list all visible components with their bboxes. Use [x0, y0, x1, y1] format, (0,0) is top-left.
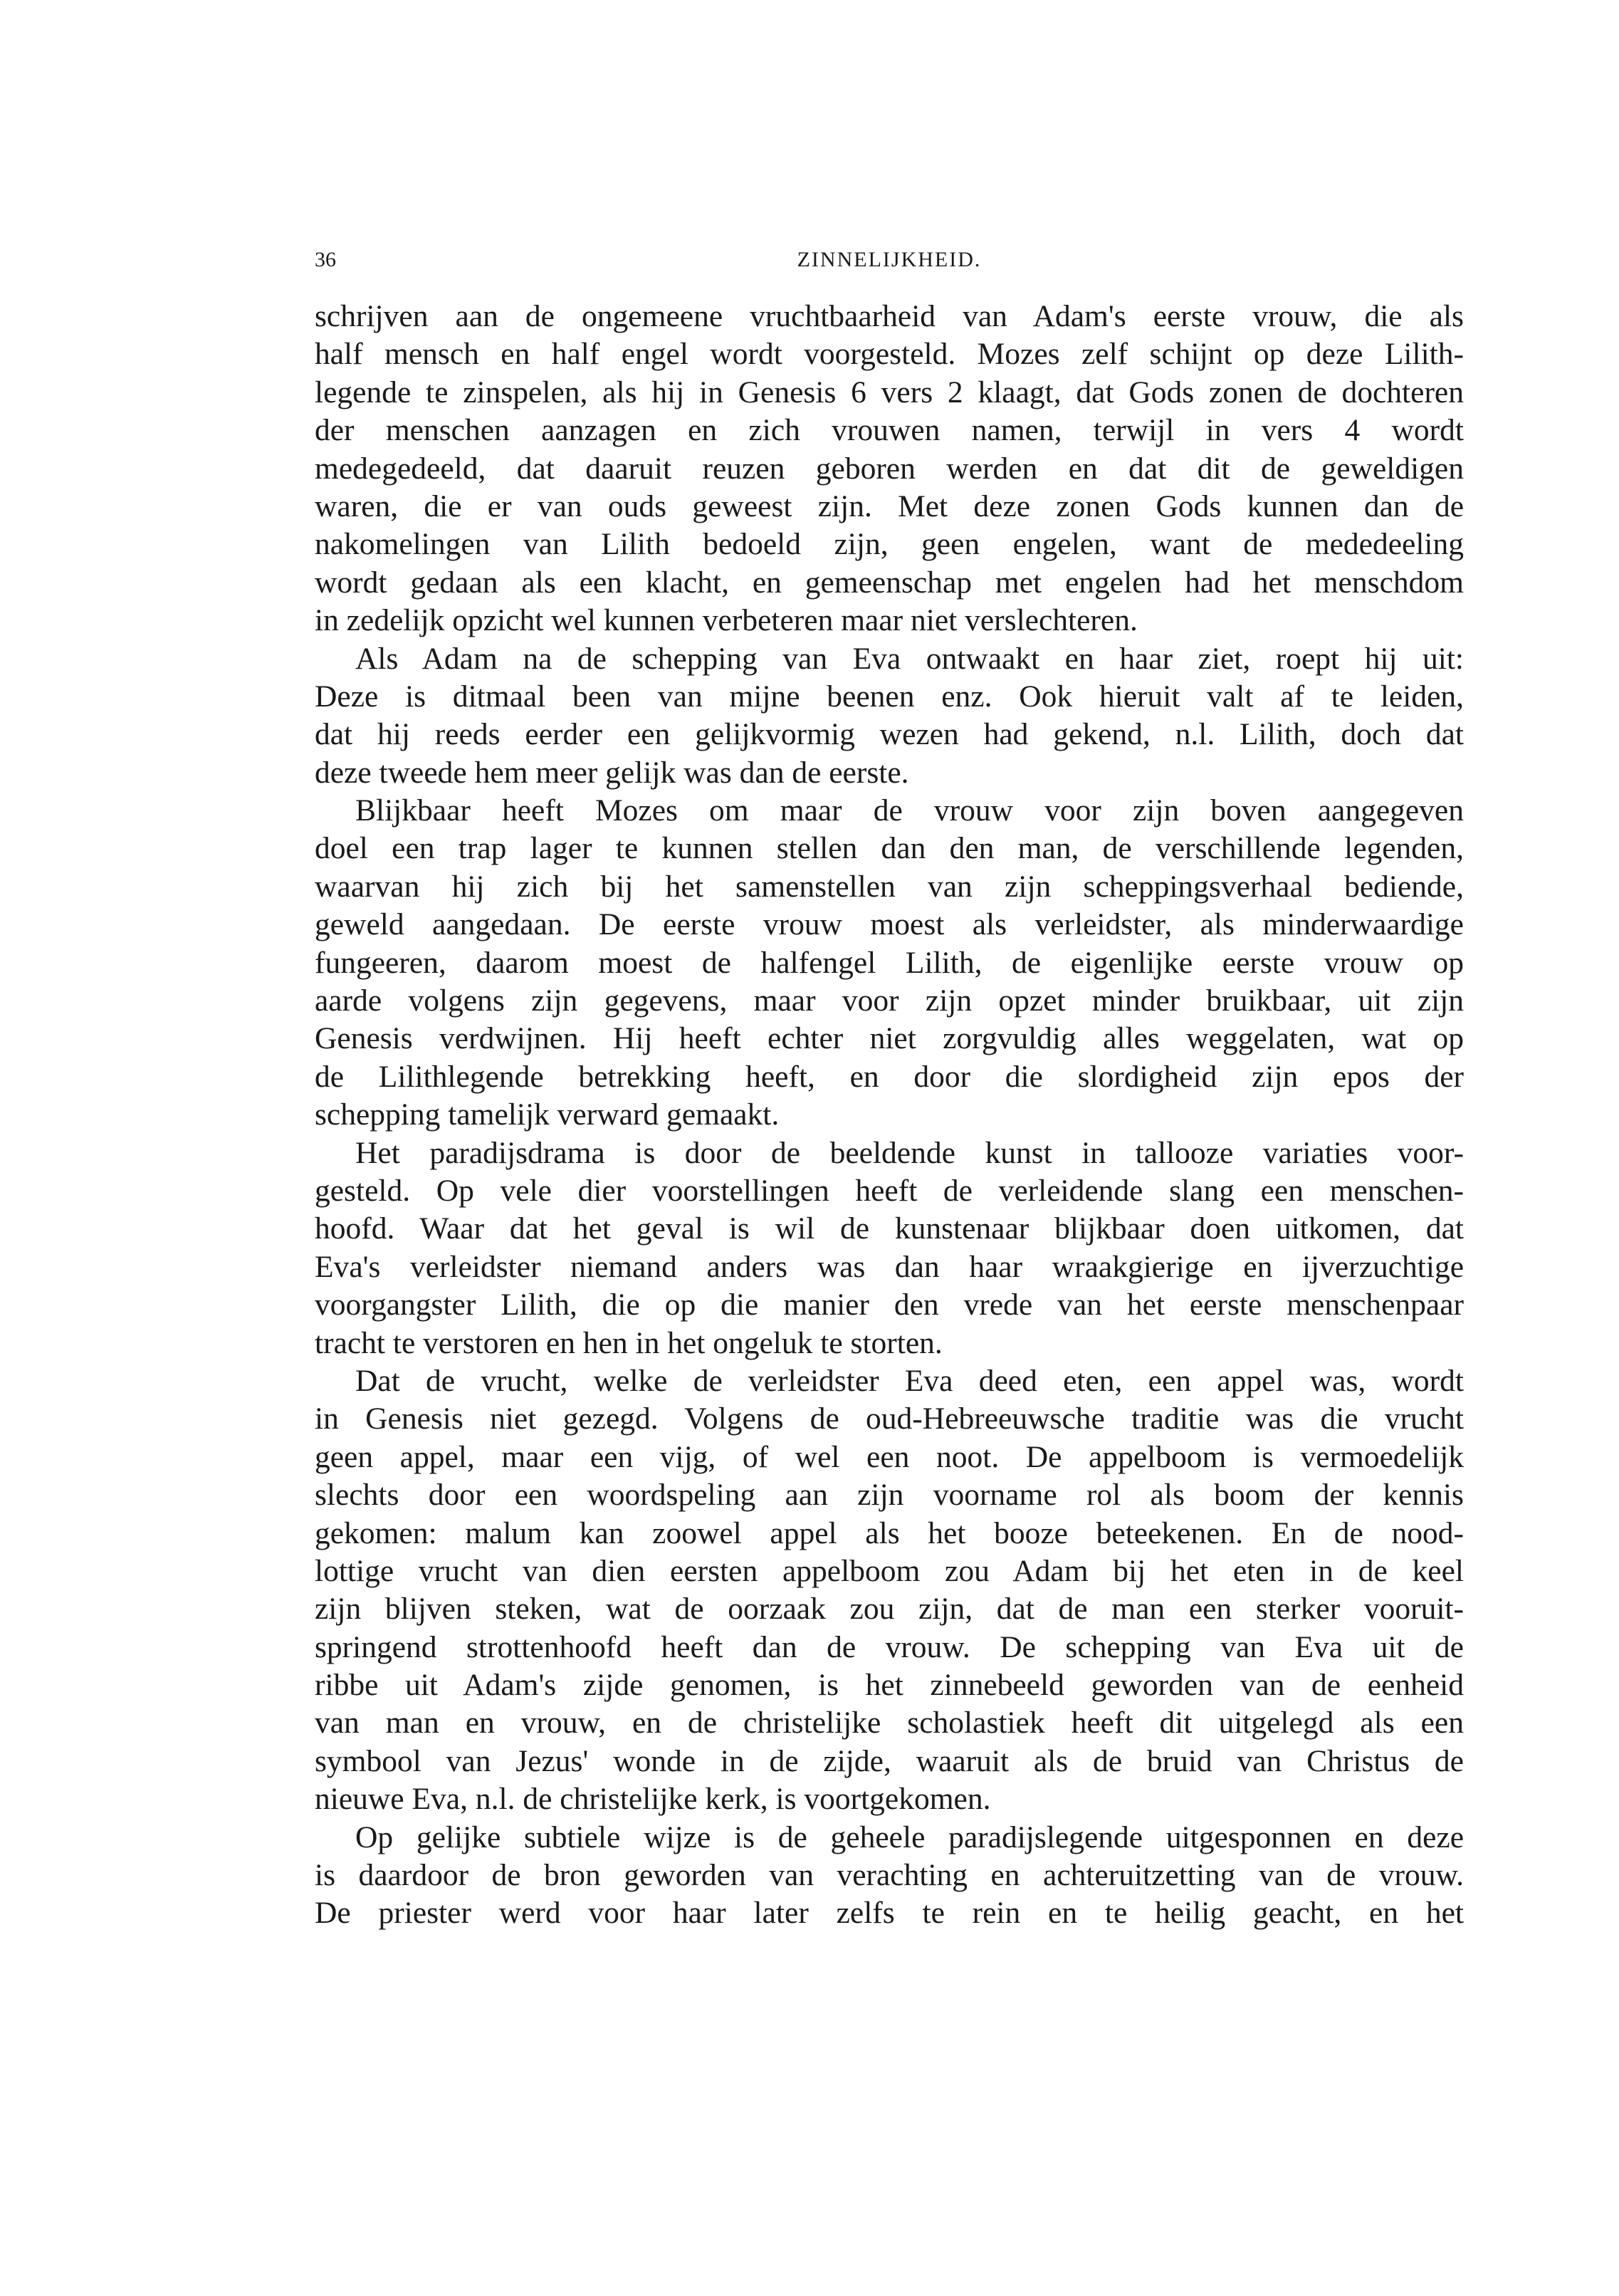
text-line: aarde volgens zijn gegevens, maar voor zijn opzet minder bruikbaar, uit zijn [315, 983, 1464, 1018]
text-line: van man en vrouw, en de christelijke scholastiek heeft dit uitgelegd als een [315, 1706, 1464, 1741]
text-line: schepping tamelijk verward gemaakt. [315, 1097, 780, 1132]
text-line: in Genesis niet gezegd. Volgens de oud-Hebreeuwsche traditie was die vrucht [315, 1402, 1464, 1436]
text-line: Als Adam na de schepping van Eva ontwaakt en haar ziet, roept hij uit: [355, 641, 1464, 676]
text-line: deze tweede hem meer gelijk was dan de eerste. [315, 755, 909, 790]
text-line: doel een trap lager te kunnen stellen dan den man, de verschillende legenden, [315, 831, 1464, 866]
text-line: schrijven aan de ongemeene vruchtbaarheid van Adam's eerste vrouw, die als [315, 299, 1464, 333]
paragraph [315, 792, 1464, 1134]
paragraph [315, 1819, 1464, 1933]
page-number: 36 [315, 248, 336, 271]
running-head [315, 242, 1464, 278]
text-line: zijn blijven steken, wat de oorzaak zou zijn, dat de man een sterker vooruit- [315, 1592, 1464, 1627]
text-line: de Lilithlegende betrekking heeft, en door die slordigheid zijn epos der [315, 1059, 1464, 1094]
text-line: ribbe uit Adam's zijde genomen, is het zinnebeeld geworden van de eenheid [315, 1668, 1464, 1703]
body-text [315, 298, 1464, 1933]
text-line: lottige vrucht van dien eersten appelboom zou Adam bij het eten in de keel [315, 1553, 1464, 1588]
text-line: in zedelijk opzicht wel kunnen verbeteren maar niet verslechteren. [315, 603, 1138, 638]
text-line: hoofd. Waar dat het geval is wil de kunstenaar blijkbaar doen uitkomen, dat [315, 1211, 1464, 1246]
text-line: fungeeren, daarom moest de halfengel Lilith, de eigenlijke eerste vrouw op [315, 945, 1464, 980]
text-line: Deze is ditmaal been van mijne beenen enz. Ook hieruit valt af te leiden, [315, 679, 1464, 714]
text-line: tracht te verstoren en hen in het ongeluk te storten. [315, 1325, 943, 1360]
text-line: der menschen aanzagen en zich vrouwen namen, terwijl in vers 4 wordt [315, 413, 1464, 448]
text-line: waarvan hij zich bij het samenstellen van zijn scheppingsverhaal bediende, [315, 869, 1464, 904]
text-line: Op gelijke subtiele wijze is de geheele paradijslegende uitgesponnen en deze [355, 1820, 1464, 1854]
text-line: nieuwe Eva, n.l. de christelijke kerk, is voortgekomen. [315, 1782, 991, 1817]
text-line: nakomelingen van Lilith bedoeld zijn, geen engelen, want de mededeeling [315, 527, 1464, 562]
text-line: symbool van Jezus' wonde in de zijde, waaruit als de bruid van Christus de [315, 1743, 1464, 1778]
text-line: legende te zinspelen, als hij in Genesis 6 vers 2 klaagt, dat Gods zonen de dochteren [315, 375, 1464, 409]
paragraph [315, 1134, 1464, 1362]
text-line: Dat de vrucht, welke de verleidster Eva deed eten, een appel was, wordt [355, 1363, 1464, 1398]
text-line: is daardoor de bron geworden van verachting en achteruitzetting van de vrouw. [315, 1858, 1464, 1893]
text-line: medegedeeld, dat daaruit reuzen geboren werden en dat dit de geweldigen [315, 451, 1464, 486]
text-line: Eva's verleidster niemand anders was dan haar wraakgierige en ijverzuchtige [315, 1249, 1464, 1284]
text-line: gesteld. Op vele dier voorstellingen heeft de verleidende slang een menschen- [315, 1173, 1464, 1208]
paragraph [315, 640, 1464, 793]
text-line: gekomen: malum kan zoowel appel als het booze beteekenen. En de nood- [315, 1515, 1464, 1550]
paragraph [315, 298, 1464, 640]
text-line: waren, die er van ouds geweest zijn. Met deze zonen Gods kunnen dan de [315, 489, 1464, 523]
text-line: slechts door een woordspeling aan zijn voorname rol als boom der kennis [315, 1478, 1464, 1513]
text-line: geweld aangedaan. De eerste vrouw moest als verleidster, als minderwaardige [315, 907, 1464, 942]
text-line: Het paradijsdrama is door de beeldende kunst in tallooze variaties voor- [355, 1135, 1464, 1170]
running-title: ZINNELIJKHEID. [797, 248, 982, 271]
text-line: springend strottenhoofd heeft dan de vrouw. De schepping van Eva uit de [315, 1629, 1464, 1664]
text-line: wordt gedaan als een klacht, en gemeenschap met engelen had het menschdom [315, 565, 1464, 600]
text-line: voorgangster Lilith, die op die manier den vrede van het eerste menschenpaar [315, 1288, 1464, 1322]
text-line: Blijkbaar heeft Mozes om maar de vrouw voor zijn boven aangegeven [355, 793, 1464, 828]
text-line: dat hij reeds eerder een gelijkvormig wezen had gekend, n.l. Lilith, doch dat [315, 717, 1464, 752]
text-line: De priester werd voor haar later zelfs te rein en te heilig geacht, en het [315, 1896, 1464, 1931]
text-line: Genesis verdwijnen. Hij heeft echter niet zorgvuldig alles weggelaten, wat op [315, 1021, 1464, 1056]
text-line: geen appel, maar een vijg, of wel een noot. De appelboom is vermoedelijk [315, 1439, 1464, 1474]
text-line: half mensch en half engel wordt voorgesteld. Mozes zelf schijnt op deze Lilith- [315, 337, 1464, 372]
paragraph [315, 1362, 1464, 1819]
